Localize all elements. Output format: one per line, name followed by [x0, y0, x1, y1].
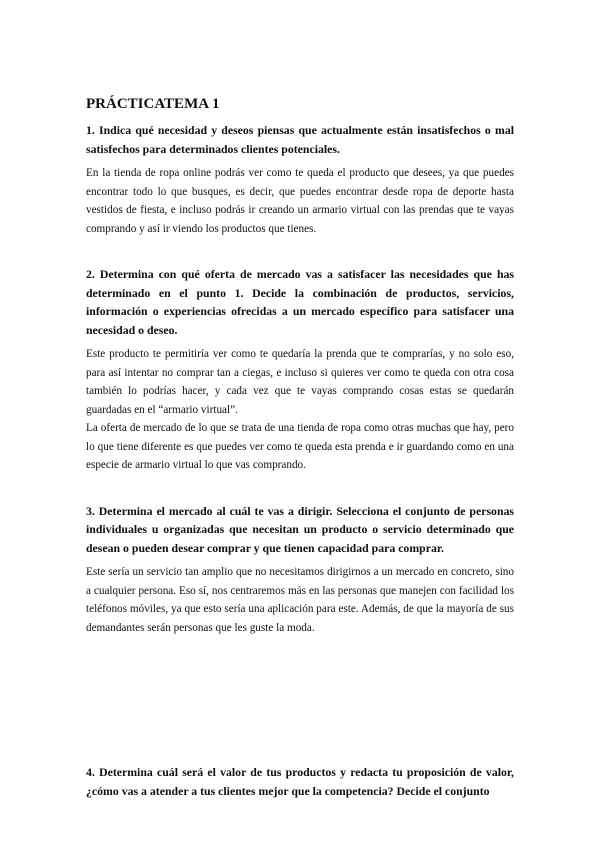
answer-2-paragraph-1: Este producto te permitiría ver como te quedaría la prenda que te comprarías, y no solo eso, para así intentar no comprar tan a ciegas, e incluso si quieres ver como te queda con otra cosa también lo podrías hacer, y cada vez que te vayas comprando cosas estas se quedarán guardadas en el “armario virtual”. [86, 348, 514, 416]
document-content [86, 96, 514, 800]
answer-1-paragraph: En la tienda de ropa online podrás ver como te queda el producto que desees, ya que puedes encontrar todo lo que busques, es decir, que puedes encontrar desde ropa de deporte hasta vestidos de fiesta, e incluso podrás ir creando un armario virtual con las prendas que te vayas comprando y así ir viendo los productos que tienes. [86, 167, 514, 235]
answer-3-paragraph: Este sería un servicio tan amplio que no necesitamos dirigirnos a un mercado en concreto, sino a cualquier persona. Eso sí, nos centraremos más en las personas que manejen con facilidad los teléfonos móviles, ya que esto sería una aplicación para este. Además, de que la mayoría de sus demandantes serán personas que les guste la moda. [86, 566, 514, 634]
question-2: 2. Determina con qué oferta de mercado vas a satisfacer las necesidades que has determinado en el punto 1. Decide la combinación de productos, servicios, información o experiencias ofrecidas a un mercado específico para satisfacer una necesidad o deseo. [86, 267, 514, 337]
question-1: 1. Indica qué necesidad y deseos piensas que actualmente están insatisfechos o mal satisfechos para determinados clientes potenciales. [86, 123, 514, 156]
question-4: 4. Determina cuál será el valor de tus productos y redacta tu proposición de valor, ¿cómo vas a atender a tus clientes mejor que la competencia? Decide el conjunto [86, 765, 514, 798]
question-3: 3. Determina el mercado al cuál te vas a dirigir. Selecciona el conjunto de personas individuales u organizadas que necesitan un producto o servicio determinado que desean o pueden desear comprar y que tienen capacidad para comprar. [86, 503, 514, 555]
answer-2-paragraph-2: La oferta de mercado de lo que se trata de una tienda de ropa como otras muchas que hay, pero lo que tiene diferente es que puedes ver como te queda esta prenda e ir guardando como en una especie de armario virtual lo que vas comprando. [86, 422, 514, 471]
document-title: PRÁCTICATEMA 1 [86, 96, 220, 112]
